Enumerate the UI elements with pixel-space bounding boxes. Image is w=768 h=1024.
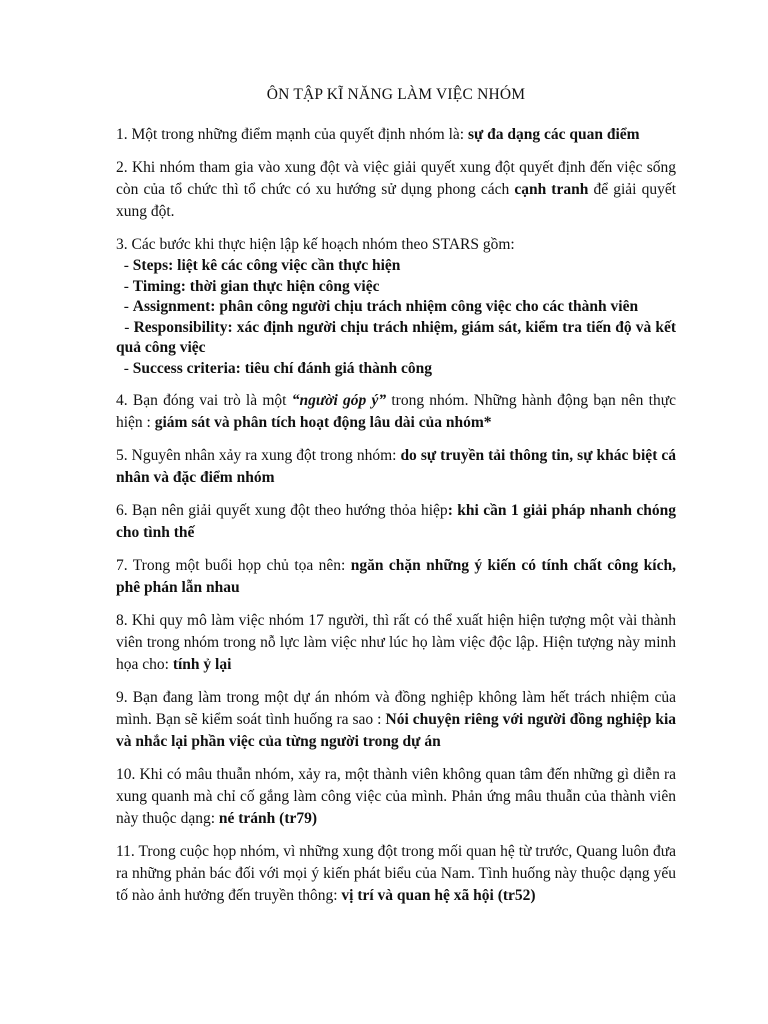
question-7 bbox=[116, 555, 676, 599]
question-text: 10. Khi có mâu thuẫn nhóm, xảy ra, một thành viên không quan tâm đến những gì diễn ra xung quanh mà chỉ cố gắng làm công việc của mình. Phản ứng mâu thuẫn của thành viên này thuộc dạng: bbox=[116, 766, 676, 827]
stars-steps-list bbox=[116, 256, 676, 379]
answer-text: tính ỷ lại bbox=[172, 656, 232, 673]
question-3 bbox=[116, 234, 676, 379]
question-9 bbox=[116, 687, 676, 753]
answer-text: : khi cần 1 giải pháp nhanh chóng cho tình thế bbox=[116, 502, 676, 541]
answer-text: giám sát và phân tích hoạt động lâu dài của nhóm* bbox=[154, 414, 492, 431]
step-text: Assignment: phân công người chịu trách nhiệm công việc cho các thành viên bbox=[132, 298, 639, 315]
answer-text: vị trí và quan hệ xã hội (tr52) bbox=[341, 887, 536, 904]
question-text-tail: để giải quyết xung đột. bbox=[116, 181, 677, 220]
question-text: 11. Trong cuộc họp nhóm, vì những xung đột trong mối quan hệ từ trước, Quang luôn đưa ra những phản bác đối với mọi ý kiến phát biểu của Nam. Tình huống này thuộc dạng yếu tố nào ảnh hưởng đến truyền thông: bbox=[116, 843, 676, 904]
question-4 bbox=[116, 390, 676, 434]
answer-text: ngăn chặn những ý kiến có tính chất công kích, phê phán lẫn nhau bbox=[116, 557, 676, 596]
question-6 bbox=[116, 500, 676, 544]
step-dash: - bbox=[124, 318, 134, 336]
question-text: 4. Bạn đóng vai trò là một bbox=[116, 392, 292, 409]
step-text: Responsibility: xác định người chịu trách nhiệm, giám sát, kiểm tra tiến độ và kết quả công việc bbox=[116, 318, 676, 356]
stars-step bbox=[116, 256, 676, 277]
answer-text: do sự truyền tải thông tin, sự khác biệt cá nhân và đặc điểm nhóm bbox=[116, 447, 676, 486]
question-8 bbox=[116, 610, 676, 676]
emphasis-text: “người góp ý” bbox=[291, 392, 387, 409]
answer-text: né tránh (tr79) bbox=[218, 810, 318, 827]
question-text: 7. Trong một buổi họp chủ tọa nên: bbox=[116, 557, 351, 574]
question-2 bbox=[116, 157, 676, 223]
stars-step bbox=[116, 318, 676, 359]
question-text: 2. Khi nhóm tham gia vào xung đột và việc giải quyết xung đột quyết định đến việc sống còn của tổ chức thì tổ chức có xu hướng sử dụng phong cách bbox=[116, 159, 676, 198]
answer-text: sự đa dạng các quan điểm bbox=[467, 126, 640, 143]
question-11 bbox=[116, 841, 676, 907]
step-text: Steps: liệt kê các công việc cần thực hiện bbox=[132, 257, 401, 274]
step-text: Success criteria: tiêu chí đánh giá thành công bbox=[132, 359, 433, 377]
step-dash: - bbox=[123, 277, 133, 295]
stars-step bbox=[116, 277, 676, 298]
step-dash: - bbox=[123, 257, 133, 274]
step-dash: - bbox=[123, 298, 133, 315]
answer-text: Nói chuyện riêng với người đồng nghiệp kia và nhắc lại phần việc của từng người trong dự án bbox=[116, 711, 676, 750]
stars-step bbox=[116, 359, 676, 380]
question-10 bbox=[116, 764, 676, 830]
question-text: 5. Nguyên nhân xảy ra xung đột trong nhóm: bbox=[116, 447, 401, 464]
question-1 bbox=[116, 124, 676, 146]
question-text: 3. Các bước khi thực hiện lập kế hoạch nhóm theo STARS gồm: bbox=[116, 236, 515, 253]
step-text: Timing: thời gian thực hiện công việc bbox=[132, 277, 380, 295]
question-text-mid: trong nhóm. Những hành động bạn nên thực hiện : bbox=[116, 392, 676, 431]
step-dash: - bbox=[123, 359, 133, 377]
question-text: 8. Khi quy mô làm việc nhóm 17 người, thì rất có thể xuất hiện hiện tượng một vài thành viên trong nhóm trong nỗ lực làm việc như lúc họ làm việc độc lập. Hiện tượng này minh họa cho: bbox=[116, 612, 676, 673]
document-title: ÔN TẬP KĨ NĂNG LÀM VIỆC NHÓM bbox=[266, 86, 526, 103]
answer-text: cạnh tranh bbox=[514, 181, 589, 198]
question-text: 9. Bạn đang làm trong một dự án nhóm và đồng nghiệp không làm hết trách nhiệm của mình. Bạn sẽ kiểm soát tình huống ra sao : bbox=[116, 689, 676, 728]
stars-step bbox=[116, 297, 676, 318]
question-5 bbox=[116, 445, 676, 489]
question-text: 6. Bạn nên giải quyết xung đột theo hướng thỏa hiệp bbox=[116, 502, 448, 519]
question-text: 1. Một trong những điểm mạnh của quyết định nhóm là: bbox=[116, 126, 468, 143]
